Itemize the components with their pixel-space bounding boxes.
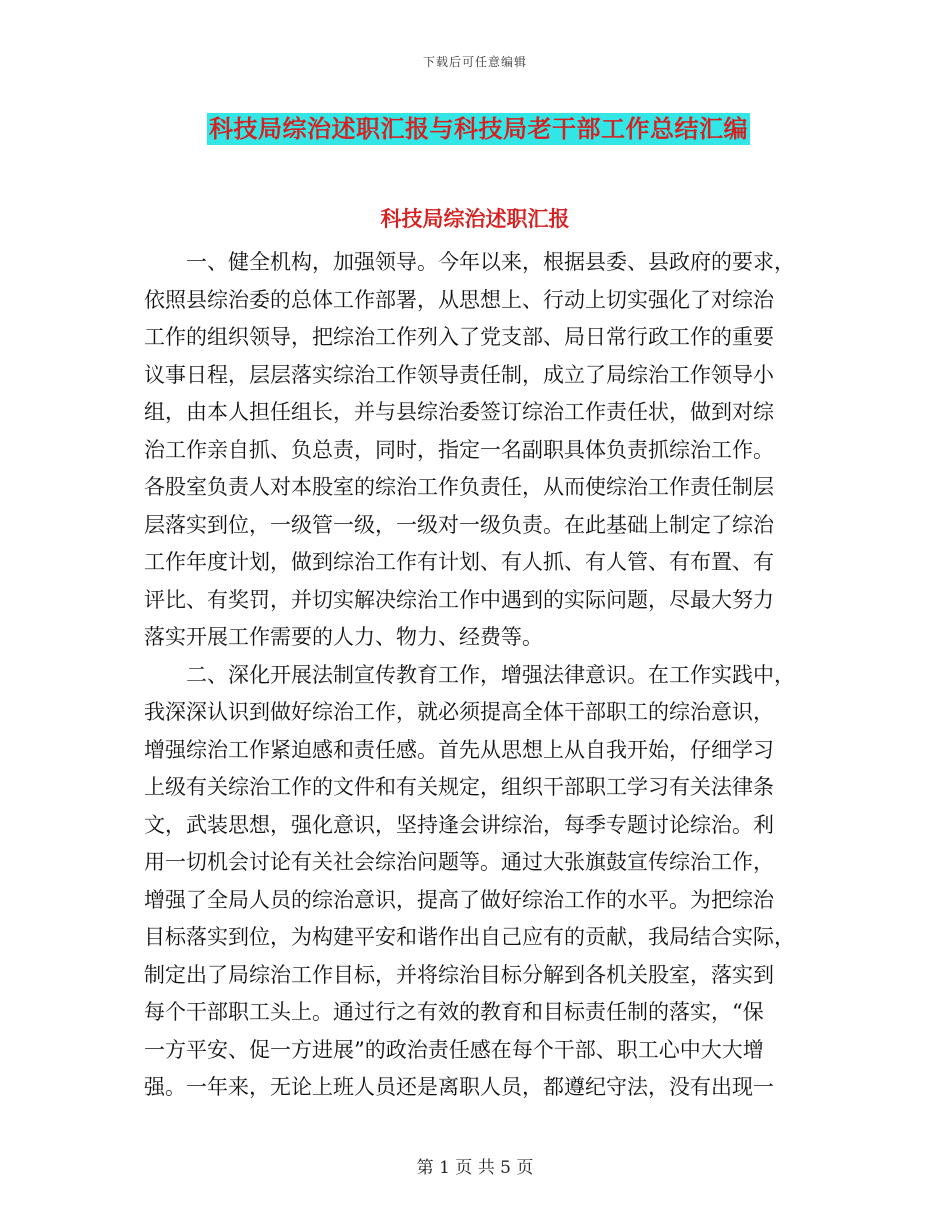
text-line: 层落实到位，一级管一级，一级对一级负责。在此基础上制定了综治 (144, 512, 774, 537)
text-line: 各股室负责人对本股室的综治工作负责任，从而使综治工作责任制层 (144, 475, 774, 499)
text-line: 一、健全机构，加强领导。今年以来，根据县委、县政府的要求， (144, 250, 795, 274)
text-line: 增强了全局人员的综治意识，提高了做好综治工作的水平。为把综治 (144, 887, 774, 912)
text-line: 我深深认识到做好综治工作，就必须提高全体干部职工的综治意识， (144, 700, 774, 724)
text-line: 每个干部职工头上。通过行之有效的教育和目标责任制的落实，“保 (144, 1000, 764, 1024)
text-line: 二、深化开展法制宣传教育工作，增强法律意识。在工作实践中， (144, 662, 795, 687)
text-line: 目标落实到位，为构建平安和谐作出自己应有的贡献，我局结合实际， (144, 925, 795, 949)
text-line: 议事日程，层层落实综治工作领导责任制，成立了局综治工作领导小 (144, 362, 774, 387)
text-line: 工作的组织领导，把综治工作列入了党支部、局日常行政工作的重要 (144, 325, 774, 349)
text-line: 落实开展工作需要的人力、物力、经费等。 (144, 625, 543, 649)
text-line: 强。一年来，无论上班人员还是离职人员，都遵纪守法，没有出现一 (144, 1075, 774, 1099)
text-line: 制定出了局综治工作目标，并将综治目标分解到各机关股室，落实到 (144, 962, 774, 987)
text-line: 用一切机会讨论有关社会综治问题等。通过大张旗鼓宣传综治工作， (144, 850, 774, 874)
text-line: 工作年度计划，做到综治工作有计划、有人抓、有人管、有布置、有 (144, 550, 774, 574)
text-line: 增强综治工作紧迫感和责任感。首先从思想上从自我开始，仔细学习 (144, 737, 774, 762)
section-title: 科技局综治述职汇报 (380, 207, 570, 231)
text-line: 治工作亲自抓、负总责，同时，指定一名副职具体负责抓综治工作。 (144, 437, 774, 462)
text-line: 文，武装思想，强化意识，坚持逢会讲综治，每季专题讨论综治。利 (144, 812, 774, 837)
document-title: 科技局综治述职汇报与科技局老干部工作总结汇编 (209, 115, 748, 143)
text-line: 组，由本人担任组长，并与县综治委签订综治工作责任状，做到对综 (144, 400, 774, 424)
page-footer: 第 1 页 共 5 页 (416, 1158, 534, 1178)
body-text (144, 244, 804, 1107)
text-line: 上级有关综治工作的文件和有关规定，组织干部职工学习有关法律条 (144, 775, 774, 799)
text-line: 一方平安、促一方进展”的政治责任感在每个干部、职工心中大大增 (144, 1037, 764, 1062)
text-line: 评比、有奖罚，并切实解决综治工作中遇到的实际问题，尽最大努力 (144, 587, 774, 612)
header-note: 下载后可任意编辑 (422, 55, 527, 69)
text-line: 依照县综治委的总体工作部署，从思想上、行动上切实强化了对综治 (144, 287, 774, 312)
